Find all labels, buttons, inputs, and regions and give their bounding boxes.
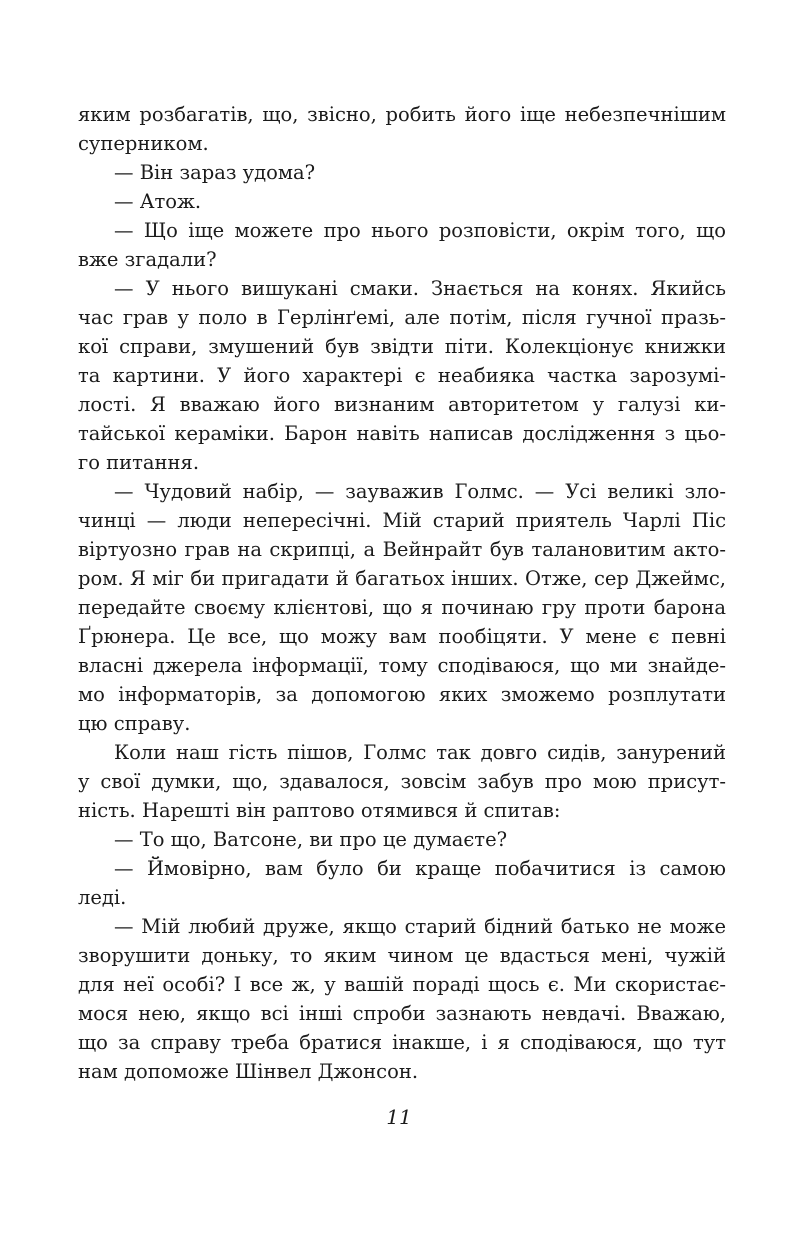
text-line: — То що, Ватсоне, ви про це думаєте? (114, 828, 508, 851)
text-line: передайте своєму клієнтові, що я починаю гру проти барона (78, 596, 726, 619)
text-line: цю справу. (78, 712, 191, 735)
text-line: мося нею, якщо всі інші спроби зазнають невдачі. Вважаю, (78, 1002, 726, 1025)
text-line: — Що іще можете про нього розповісти, окрім того, що (114, 219, 726, 242)
text-line: Ґрюнера. Це все, що можу вам пообіцяти. У мене є певні (78, 625, 726, 648)
text-line: — Ймовірно, вам було би краще побачитися із самою (114, 857, 726, 880)
text-line: у свої думки, що, здавалося, зовсім забув про мою присут- (78, 770, 726, 793)
text-line: леді. (78, 886, 127, 909)
text-line: зворушити доньку, то яким чином це вдасться мені, чужій (78, 944, 726, 967)
text-line: віртуозно грав на скрипці, а Вейнрайт був талановитим акто- (78, 538, 726, 561)
text-line: чинці — люди непересічні. Мій старий приятель Чарлі Піс (78, 509, 726, 532)
text-line: — Він зараз удома? (114, 161, 316, 184)
text-line: власні джерела інформації, тому сподіваюся, що ми знайде- (78, 654, 726, 677)
text-line: вже згадали? (78, 248, 217, 271)
text-line: нам допоможе Шінвел Джонсон. (78, 1060, 419, 1083)
text-line: Коли наш гість пішов, Голмс так довго сидів, занурений (114, 741, 726, 764)
text-line: кої справи, змушений був звідти піти. Колекціонує книжки (78, 335, 726, 358)
text-line: ність. Нарешті він раптово отямився й спитав: (78, 799, 561, 822)
text-line: суперником. (78, 132, 209, 155)
text-line: лості. Я вважаю його визнаним авторитетом у галузі ки- (78, 393, 726, 416)
text-line: що за справу треба братися інакше, і я сподіваюся, що тут (78, 1031, 726, 1054)
text-line: для неї особі? І все ж, у вашій пораді щось є. Ми скористає- (78, 973, 726, 996)
text-line: — Мій любий друже, якщо старий бідний батько не може (114, 915, 726, 938)
text-line: — У нього вишукані смаки. Знається на конях. Якийсь (114, 277, 726, 300)
text-line: мо інформаторів, за допомогою яких зможемо розплутати (78, 683, 726, 706)
page-number: 11 (386, 1105, 412, 1129)
text-line: — Атож. (114, 190, 202, 213)
text-line: яким розбагатів, що, звісно, робить його іще небезпечнішим (78, 103, 726, 126)
text-line: — Чудовий набір, — зауважив Голмс. — Усі великі зло- (114, 480, 726, 503)
text-line: та картини. У його характері є неабияка частка зарозумі- (78, 364, 726, 387)
body-text (78, 100, 726, 1086)
text-line: тайської кераміки. Барон навіть написав дослідження з цьо- (78, 422, 726, 445)
text-line: го питання. (78, 451, 200, 474)
text-line: ром. Я міг би пригадати й багатьох інших. Отже, сер Джеймс, (78, 567, 726, 590)
text-line: час грав у поло в Герлінґемі, але потім, після гучної празь- (78, 306, 726, 329)
